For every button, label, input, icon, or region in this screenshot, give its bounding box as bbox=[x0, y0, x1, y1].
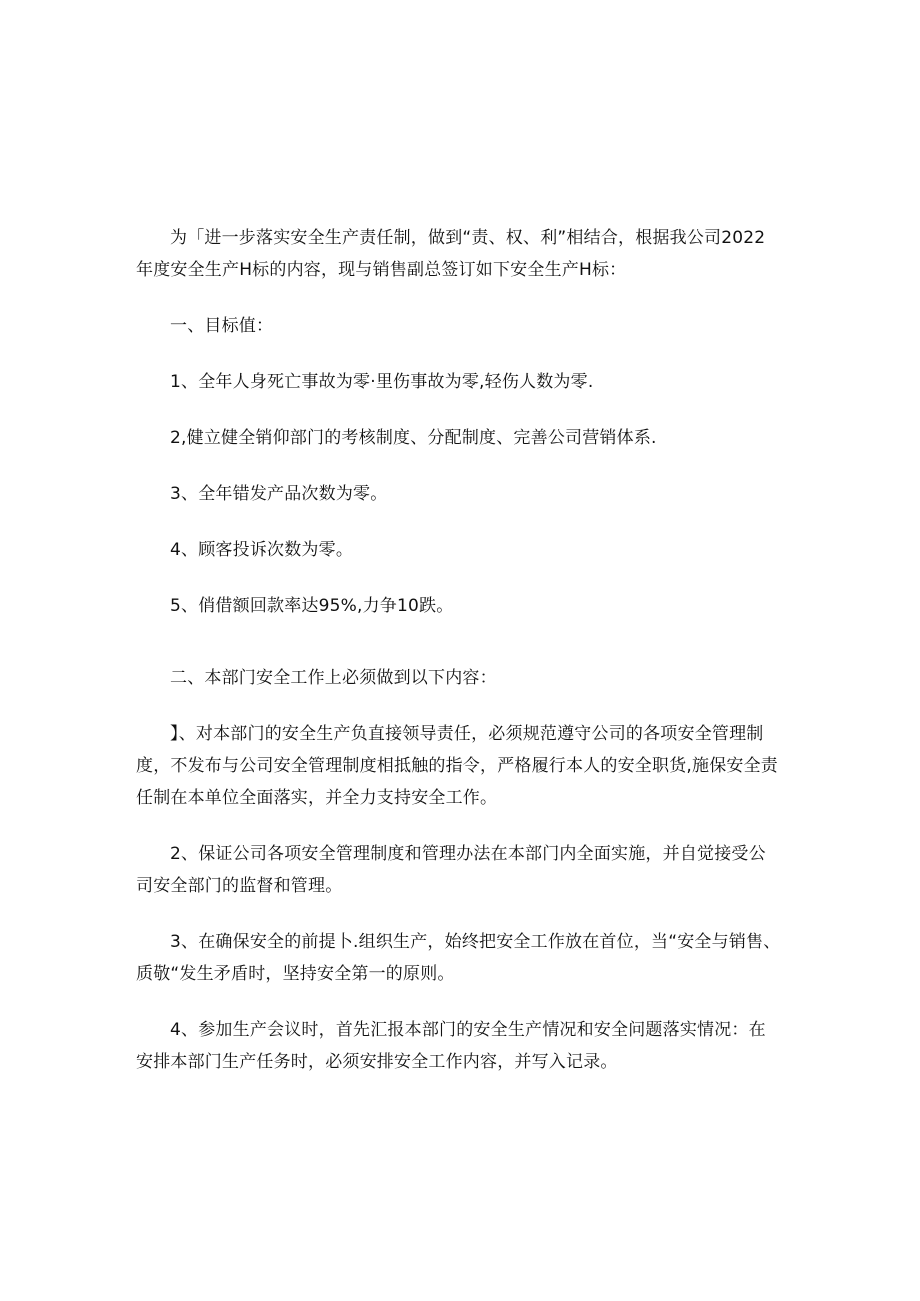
target-item-3: 3、全年错发产品次数为零。 bbox=[170, 484, 388, 504]
section-2-title: 二、本部门安全工作上必须做到以下内容： bbox=[170, 668, 497, 688]
duty-item-4: 4、参加生产会议时，首先汇报本部门的安全生产情况和安全问题落实情况：在安排本部门生产任务时，必须安排安全工作内容，并写入记录。 bbox=[136, 1020, 766, 1072]
duty-item-1: 】、对本部门的安全生产负直接领导责任，必须规范遵守公司的各项安全管理制度，不发布与公司安全管理制度相抵触的指令，严格履行本人的安全职货,施保安全责任制在本单位全面落实，并全力支持安全工作。 bbox=[136, 724, 779, 808]
duty-item-3: 3、在确保安全的前提卜.组织生产，始终把安全工作放在首位，当“安全与销售、质敬“发生矛盾时，坚持安全第一的原则。 bbox=[136, 932, 781, 984]
target-item-2: 2,健立健全销仰部门的考核制度、分配制度、完善公司营销体系. bbox=[170, 428, 657, 448]
duty-item-2: 2、保证公司各项安全管理制度和管理办法在本部门内全面实施，并自觉接受公司安全部门的监督和管理。 bbox=[136, 844, 766, 896]
intro-paragraph: 为「进一步落实安全生产责任制，做到“责、权、利”相结合，根据我公司2022年度安全生产H标的内容，现与销售副总签订如下安全生产H标： bbox=[136, 228, 766, 280]
section-1-title: 一、目标值： bbox=[170, 316, 274, 336]
target-item-1: 1、全年人身死亡事故为零·里伤事故为零,轻伤人数为零. bbox=[170, 372, 594, 392]
target-item-5: 5、俏借额回款率达95%,力争10跌。 bbox=[170, 596, 454, 616]
target-item-4: 4、顾客投诉次数为零。 bbox=[170, 540, 354, 560]
document-body bbox=[136, 222, 782, 1078]
